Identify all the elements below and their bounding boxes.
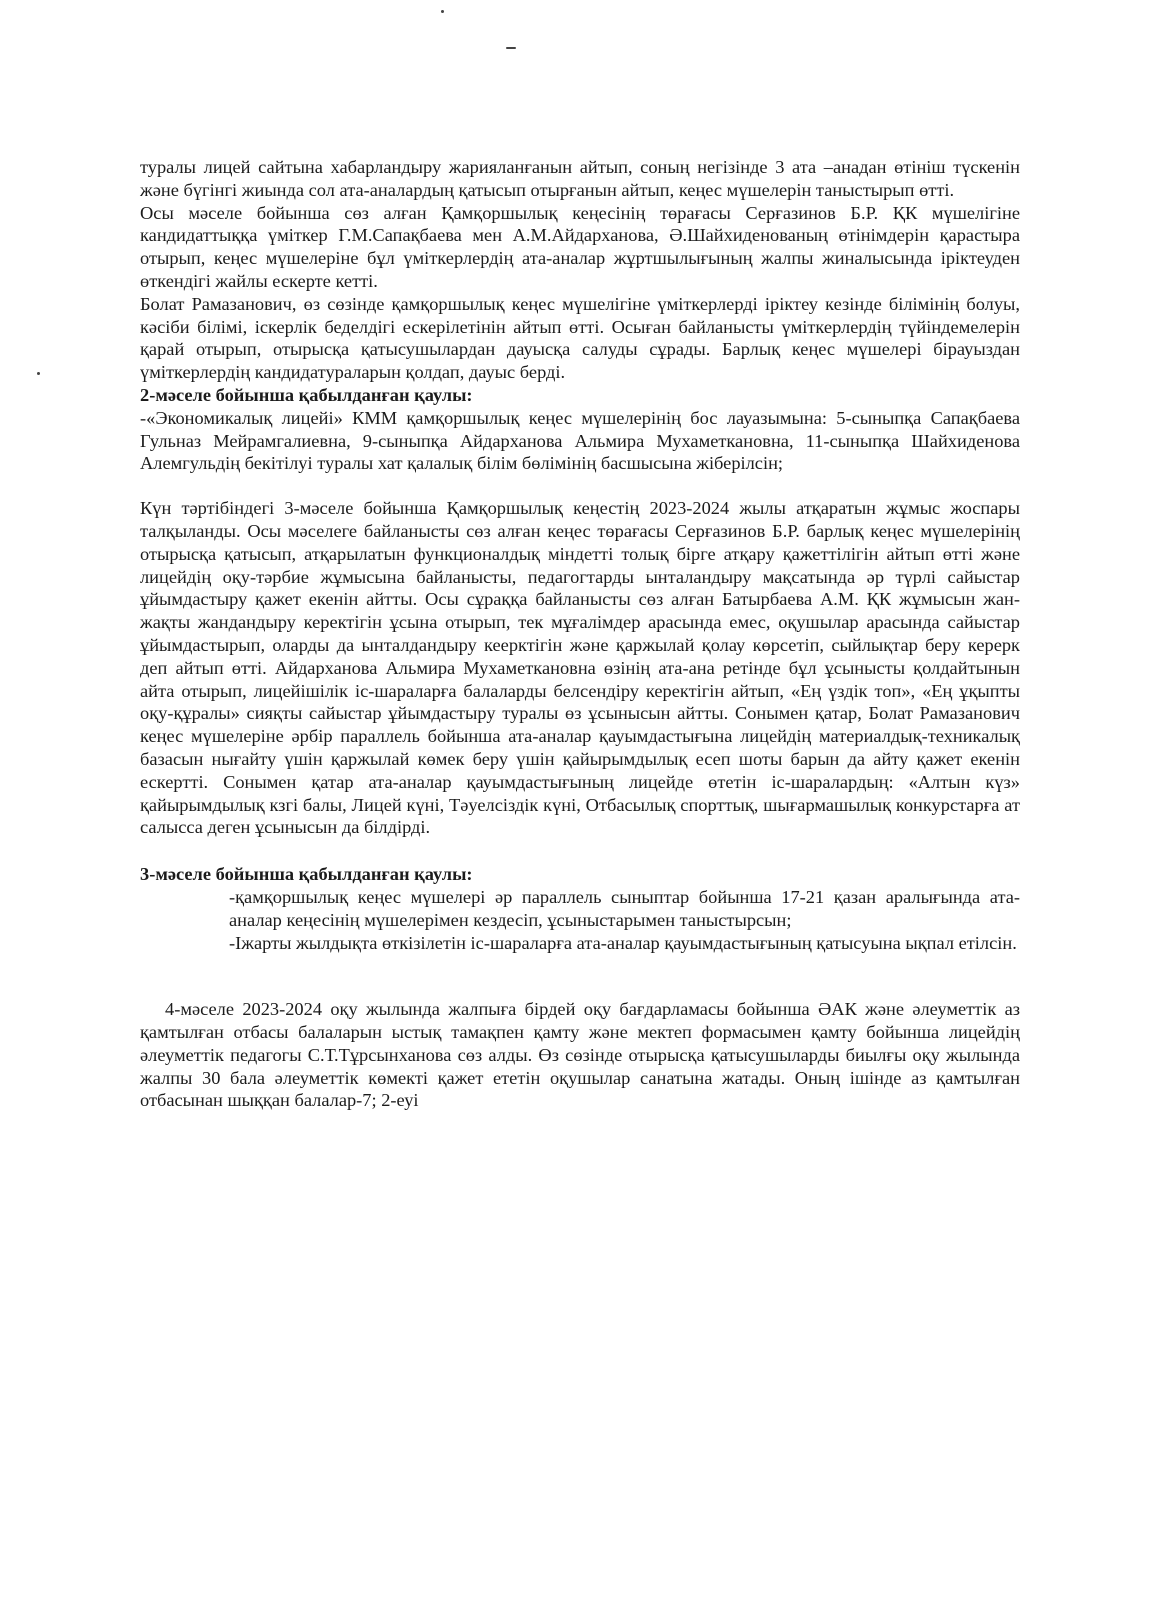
- resolution-3-item: -Іжарты жылдықта өткізілетін іс-шараларға ата-аналар қауымдастығының қатысуына ықпал етілсін.: [229, 932, 1017, 953]
- scan-speck: [506, 47, 516, 49]
- paragraph-agenda-item-3: Күн тәртібіндегі 3-мәселе бойынша Қамқоршылық кеңестің 2023-2024 жылы атқаратын жұмыс жоспары талқыланды. Осы мәселеге байланысты сөз алған кеңес төрағасы Серғазинов Б.Р. барлық кеңес мүшелерінің отырысқа қатысып, атқарылатын функционалдық міндетті толық бірге атқару қажеттілігін айтып өтті және лицейдің оқу-тәрбие жұмысына байланысты, педагогтарды ынталандыру мақсатында әр түрлі сайыстар ұйымдастыру қажет екенін айтты. Осы сұраққа байланысты сөз алған Батырбаева А.М. ҚК жұмысын жан-жақты жандандыру керектігін ұсына отырып, тек мұғалімдер арасында емес, оқушылар арасында сайыстар ұйымдастырып, оларды да ынталдандыру кеерктігін және қаржылай қолау көрсетіп, сыйлықтар беру керерк деп айтып өтті. Айдарханова Альмира Мухаметкановна өзінің ата-ана ретінде бұл ұсынысты қолдайтынын айта отырып, лицейішілік іс-шараларға балаларды белсендіру керектігін айтып, «Ең үздік топ», «Ең ұқыпты оқу-құралы» сияқты сайыстар ұйымдастыру туралы өз ұсынысын айтты. Сонымен қатар, Болат Рамазанович кеңес мүшелеріне әрбір параллель бойынша ата-аналар қауымдастығына лицейдің материалдық-техникалық базасын нығайту үшін қаржылай көмек беру үшін қайырымдылық есеп шоты барын да айту қажет екенін ескертті. Сонымен қатар ата-аналар қауымдастығының лицейде өтетін іс-шаралардың: «Алтын күз» қайырымдылық кзгі балы, Лицей күні, Тәуелсіздік күні, Отбасылық спорттық, шығармашылық конкурстарға ат салысса деген ұсынысын да білдірді.: [140, 498, 1020, 838]
- paragraph-agenda-item-4: 4-мәселе 2023-2024 оқу жылында жалпыға бірдей оқу бағдарламасы бойынша ӘАК және әлеуметтік аз қамтылған отбасы балаларын ыстық тамақпен қамту және мектеп формасымен қамту бойынша лицейдің әлеуметтік педагогы С.Т.Тұрсынханова сөз алды. Өз сөзінде отырысқа қатысушыларды биылғы оқу жылында жалпы 30 бала әлеуметтік көмекті қажет ететін оқушылар санатына жатады. Оның ішінде аз қамтылған отбасынан шыққан балалар-7; 2-еуі: [140, 999, 1020, 1111]
- resolution-heading-2: 2-мәселе бойынша қабылданған қаулы:: [140, 384, 473, 405]
- resolution-2-text: -«Экономикалық лицейі» КММ қамқоршылық кеңес мүшелерінің бос лауазымына: 5-сыныпқа Сапақбаева Гульназ Мейрамгалиевна, 9-сыныпқа Айдарханова Альмира Мухаметкановна, 11-сыныпқа Шайхиденова Алемгульдің бекітілуі туралы хат қалалық білім бөлімінің басшысына жіберілсін;: [140, 407, 1020, 474]
- scan-speck: [441, 10, 444, 13]
- resolution-3-item: -қамқоршылық кеңес мүшелері әр параллель сыныптар бойынша 17-21 қазан аралығында ата-аналар кеңесінің мүшелерімен кездесіп, ұсыныстарымен таныстырсын;: [229, 886, 1020, 930]
- scan-speck: [37, 372, 40, 375]
- paragraph-candidate-selection: Болат Рамазанович, өз сөзінде қамқоршылық кеңес мүшелігіне үміткерлерді іріктеу кезінде білімінің болуы, кәсіби білімі, іскерлік беделдігі ескерілетінін айтып өтті. Осыған байланысты үміткерлердің түйіндемелерін қарай отырып, отырысқа қатысушылардан дауысқа салуды сұрады. Барлық кеңес мүшелері бірауыздан үміткерлердің кандидатураларын қолдап, дауыс берді.: [140, 293, 1020, 383]
- paragraph-chairman-remarks: Осы мәселе бойынша сөз алған Қамқоршылық кеңесінің төрағасы Серғазинов Б.Р. ҚК мүшелігіне кандидаттыққа үміткер Г.М.Сапақбаева мен А.М.Айдарханова, Ә.Шайхиденованың өтінімдерін қарастыра отырып, кеңес мүшелеріне бұл үміткерлердің ата-аналар жұртшылығының жалпы жиналысында іріктеуден өткендігі жайлы ескерте кетті.: [140, 202, 1020, 291]
- paragraph-intro: туралы лицей сайтына хабарландыру жарияланғанын айтып, соның негізінде 3 ата –анадан өтініш түскенін және бүгінгі жиында сол ата-аналардың қатысып отырғанын айтып, кеңес мүшелерін таныстырып өтті.: [140, 157, 1020, 200]
- document-body: [140, 156, 1020, 1112]
- resolution-heading-3: 3-мәселе бойынша қабылданған қаулы:: [140, 864, 473, 885]
